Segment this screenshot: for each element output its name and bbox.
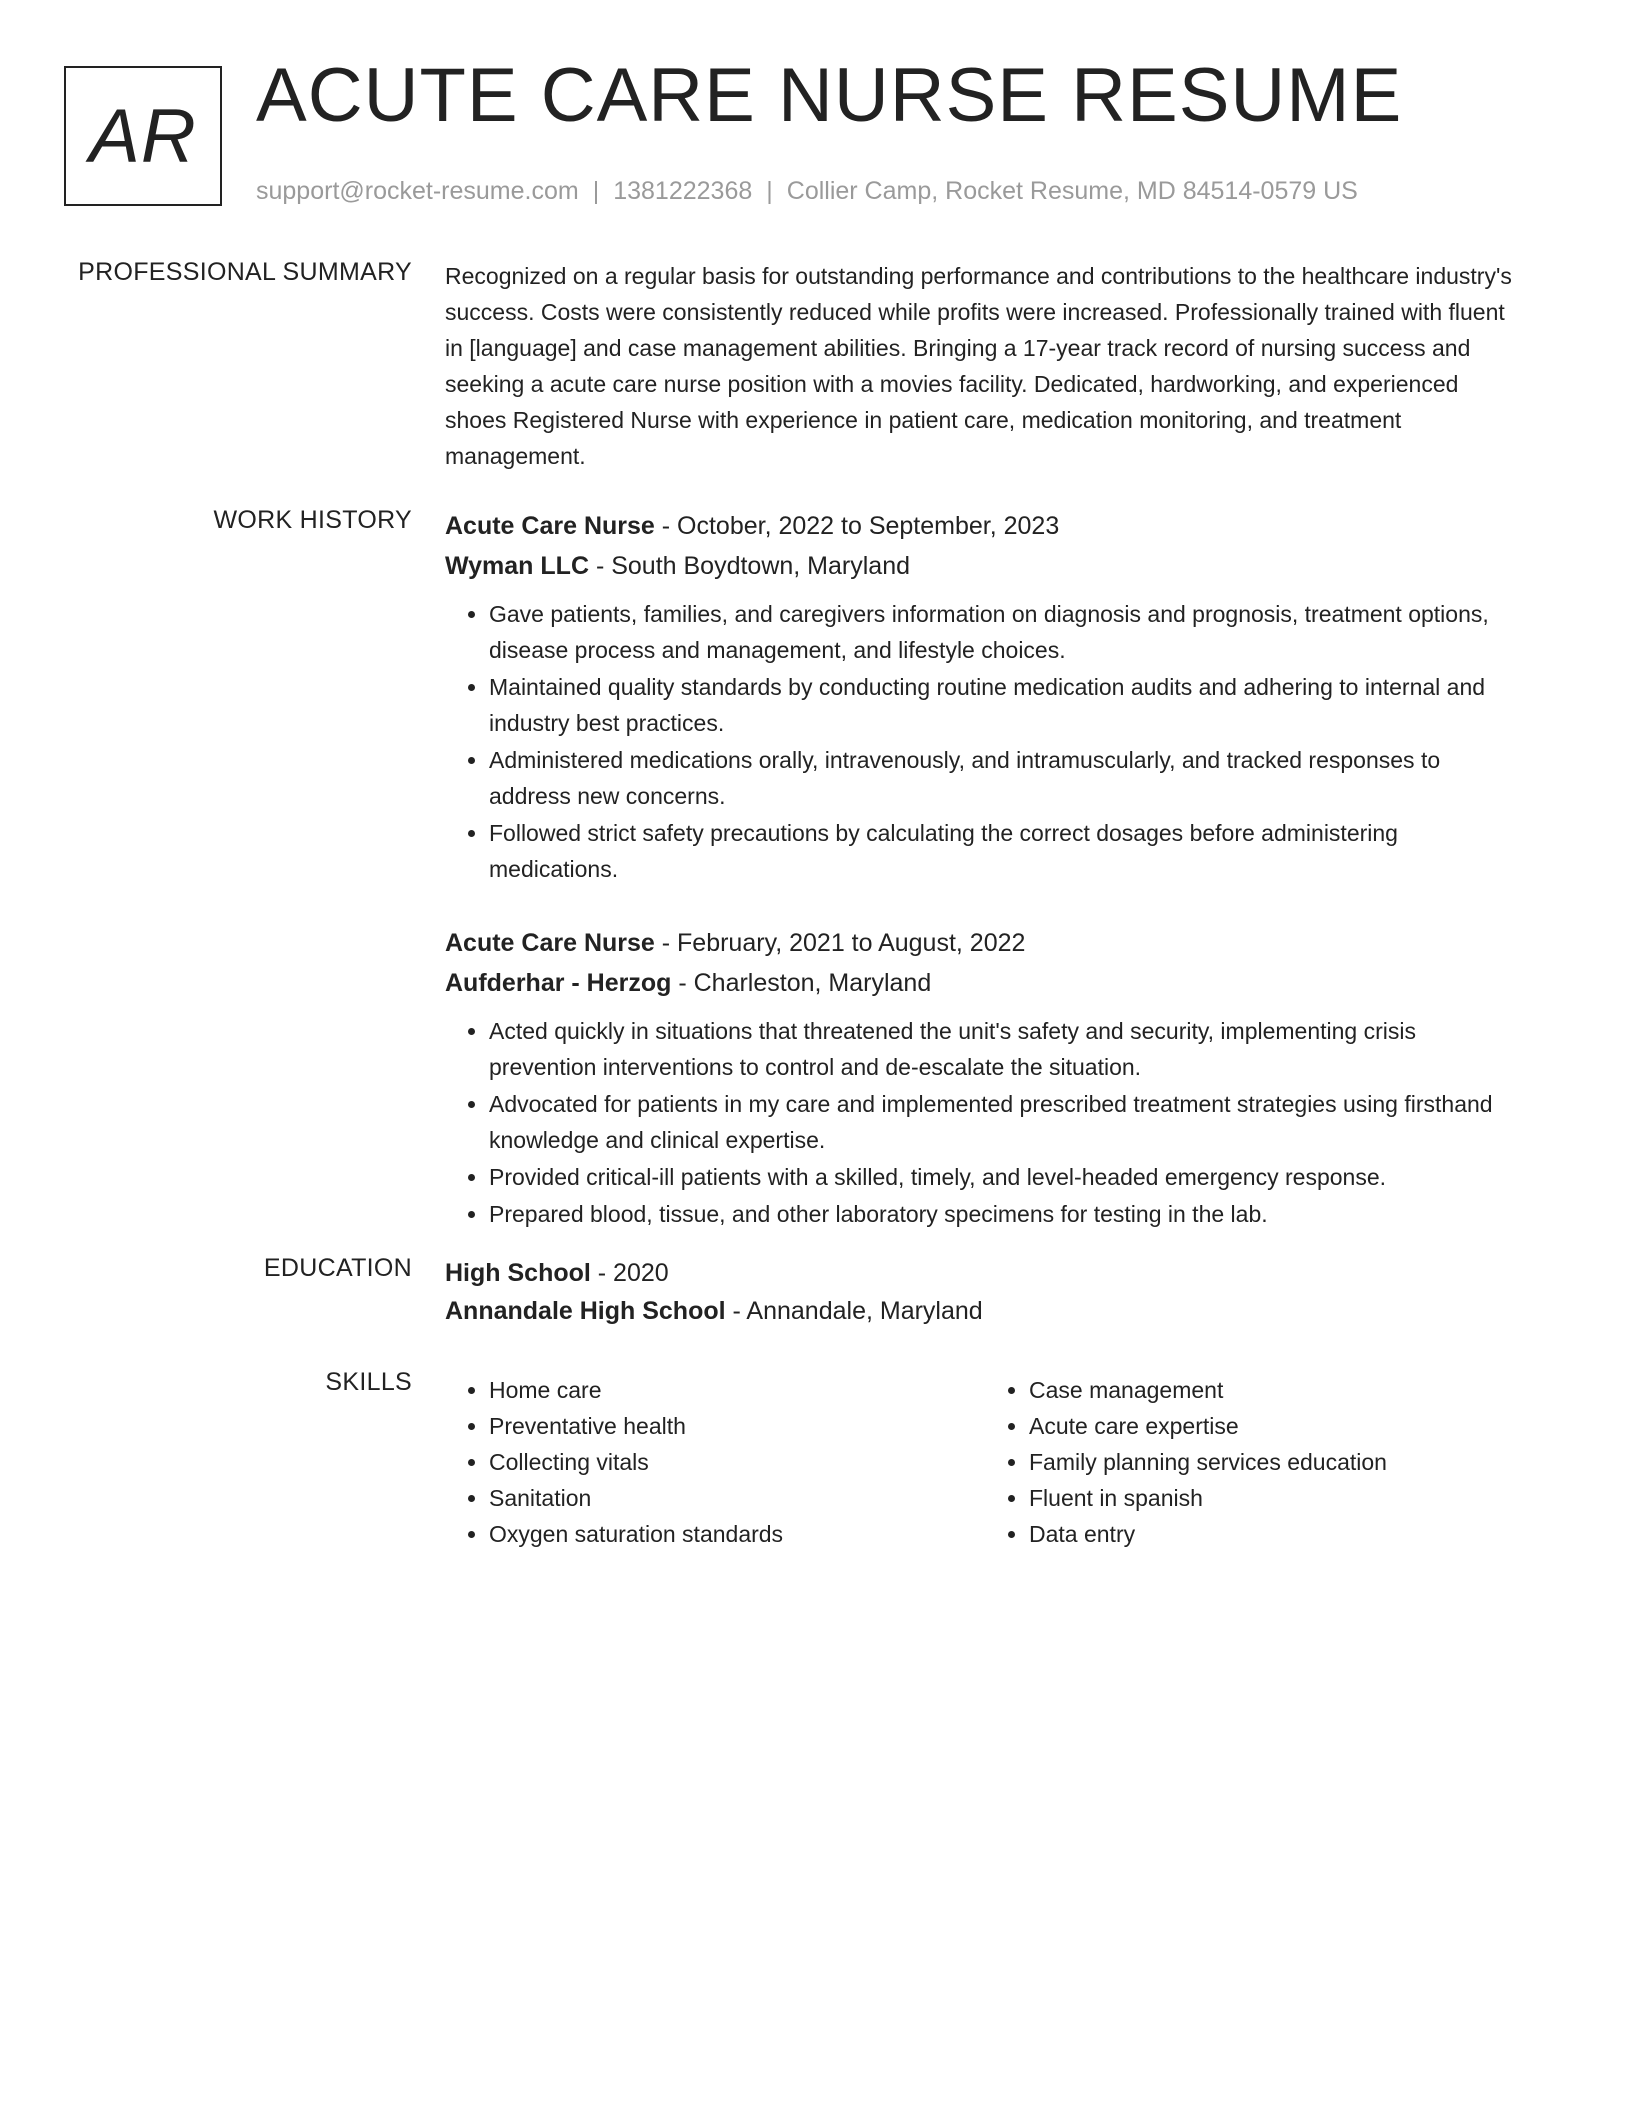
skills-list — [445, 1372, 985, 1552]
contact-line — [256, 176, 1358, 206]
list-item: • Fluent in spanish — [1029, 1480, 1525, 1516]
job-location: - South Boydtown, Maryland — [589, 552, 910, 580]
section-label: EDUCATION — [263, 1254, 412, 1282]
education-degree-line — [445, 1254, 1525, 1292]
list-item: • Gave patients, families, and caregivers information on diagnosis and prognosis, treatment options, disease process and management, and lifestyle choices. — [489, 596, 1525, 668]
section-label: SKILLS — [325, 1368, 412, 1396]
contact-separator: | — [592, 177, 600, 205]
contact-address: Collier Camp, Rocket Resume, MD 84514-0579 US — [786, 177, 1358, 205]
list-item: • Collecting vitals — [489, 1444, 985, 1480]
job-location: - Charleston, Maryland — [671, 969, 932, 997]
education-school-line — [445, 1292, 1525, 1330]
job-company: Wyman LLC — [445, 552, 589, 580]
list-item: • Maintained quality standards by conducting routine medication audits and adhering to internal and industry best practices. — [489, 669, 1525, 741]
skills-column-right — [985, 1372, 1525, 1552]
job-title-line — [445, 506, 1525, 546]
list-item: • Sanitation — [489, 1480, 985, 1516]
education-year: - 2020 — [590, 1259, 669, 1287]
job-company: Aufderhar - Herzog — [445, 969, 672, 997]
contact-email[interactable]: support@rocket-resume.com — [256, 177, 579, 205]
list-item: • Advocated for patients in my care and implemented prescribed treatment strategies using firsthand knowledge and clinical expertise. — [489, 1086, 1525, 1158]
job-title: Acute Care Nurse — [445, 929, 655, 957]
list-item: • Preventative health — [489, 1408, 985, 1444]
job-title: Acute Care Nurse — [445, 512, 655, 540]
list-item: • Data entry — [1029, 1516, 1525, 1552]
list-item: • Administered medications orally, intravenously, and intramuscularly, and tracked responses to address new concerns. — [489, 742, 1525, 814]
job-entry — [445, 506, 1525, 887]
job-bullets — [445, 596, 1525, 887]
summary-body — [445, 258, 1525, 474]
list-item: • Oxygen saturation standards — [489, 1516, 985, 1552]
job-dates: - October, 2022 to September, 2023 — [654, 512, 1060, 540]
section-label: WORK HISTORY — [213, 506, 412, 534]
monogram-logo: AR — [64, 66, 222, 206]
job-entry — [445, 923, 1525, 1232]
work-history-body — [445, 506, 1525, 1268]
skills-column-left — [445, 1372, 985, 1552]
education-location: - Annandale, Maryland — [725, 1297, 983, 1325]
section-label: PROFESSIONAL SUMMARY — [78, 258, 412, 286]
list-item: • Family planning services education — [1029, 1444, 1525, 1480]
skills-list — [985, 1372, 1525, 1552]
job-bullets — [445, 1013, 1525, 1232]
skills-body — [445, 1372, 1525, 1552]
list-item: • Acute care expertise — [1029, 1408, 1525, 1444]
contact-phone[interactable]: 1381222368 — [613, 177, 753, 205]
education-degree: High School — [445, 1259, 591, 1287]
skills-grid — [445, 1372, 1525, 1552]
job-dates: - February, 2021 to August, 2022 — [654, 929, 1026, 957]
page-title: ACUTE CARE NURSE RESUME — [256, 53, 1403, 138]
job-title-line — [445, 923, 1525, 963]
list-item: • Followed strict safety precautions by calculating the correct dosages before administering medications. — [489, 815, 1525, 887]
list-item: • Case management — [1029, 1372, 1525, 1408]
list-item: • Prepared blood, tissue, and other laboratory specimens for testing in the lab. — [489, 1196, 1525, 1232]
contact-separator: | — [766, 177, 773, 205]
education-body — [445, 1254, 1525, 1330]
list-item: • Provided critical-ill patients with a skilled, timely, and level-headed emergency response. — [489, 1159, 1525, 1195]
list-item: • Acted quickly in situations that threatened the unit's safety and security, implementing crisis prevention interventions to control and de-escalate the situation. — [489, 1013, 1525, 1085]
education-school: Annandale High School — [445, 1297, 726, 1325]
job-company-line — [445, 963, 1525, 1003]
job-company-line — [445, 546, 1525, 586]
summary-text: Recognized on a regular basis for outstanding performance and contributions to the healthcare industry's success. Costs were consistently reduced while profits were increased. Professionally trained with fluent in [language] and case management abilities. Bringing a 17-year track record of nursing success and seeking a acute care nurse position with a movies facility. Dedicated, hardworking, and experienced shoes Registered Nurse with experience in patient care, medication monitoring, and treatment management. — [445, 263, 1512, 469]
list-item: • Home care — [489, 1372, 985, 1408]
